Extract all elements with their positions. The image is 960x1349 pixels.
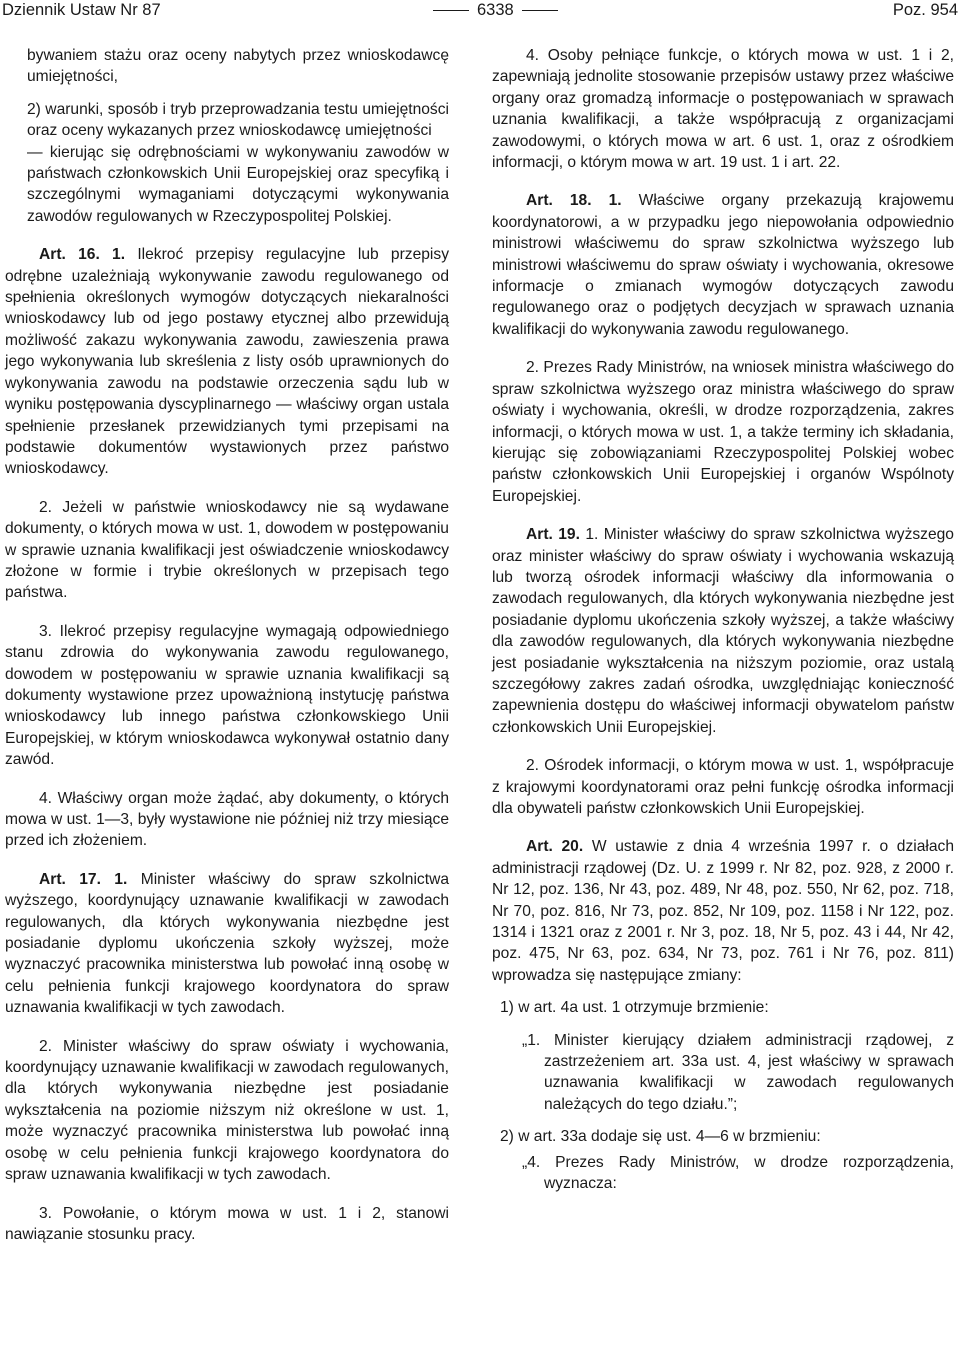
position-number: Poz. 954 <box>892 1 958 19</box>
article-20: Art. 20. W ustawie z dnia 4 września 1997 r. o działach administracji rządowej (Dz. U. z 1999 r. Nr 82, poz. 928, z 2000 r. Nr 12, poz. 136, Nr 43, poz. 489, Nr 48, poz. 550, Nr 62, poz. 718, Nr 70, poz. 816, Nr 73, poz. 852, Nr 109, poz. 1158 i Nr 122, poz. 1314 i 1321 oraz z 2001 r. Nr 3, poz. 18, Nr 5, poz. 43 i 44, Nr 42, poz. 475, Nr 63, poz. 634, Nr 73, poz. 761 i Nr 76, poz. 811) wprowadza się następujące zmiany: <box>492 838 954 984</box>
article-17-4: 4. Osoby pełniące funkcje, o których mowa w ust. 1 i 2, zapewniają jednolite stosowanie przepisów ustawy przez właściwe organy oraz gromadzą informacje o postępowaniach w sprawach uznania kwalifikacji, a także współpracują z organizacjami zawodowymi, o których mowa w art. 6 ust. 1, oraz z ośrodkiem informacji, o którym mowa w art. 19 ust. 1 i art. 22. <box>492 47 954 172</box>
article-18-2: 2. Prezes Rady Ministrów, na wniosek ministra właściwego do spraw szkolnictwa wyższego oraz ministra właściwego do spraw oświaty i wychowania, określi, w drodze rozporządzenia, zakres informacji, o których mowa w ust. 1, a także terminy ich składania, kierując się zobowiązaniami Rzeczypospolitej Polskiej wobec państw członkowskich Unii Europejskiej i organów Wspólnoty Europejskiej. <box>492 359 954 505</box>
article-17-2: 2. Minister właściwy do spraw oświaty i wychowania, koordynujący uznawanie kwalifikacji w zawodach regulowanych, dla których wykonywania niezbędne jest posiadanie wykształcenia na poziomie niższym niż określone w ust. 1, może wyznaczyć pracownika ministerstwa lub powołać inną osobę w celu pełnienia funkcji krajowego koordynatora do spraw uznawania kwalifikacji w tych zawodach. <box>5 1037 449 1184</box>
article-18-1: Art. 18. 1. Właściwe organy przekazują krajowemu koordynatorowi, a w przypadku jego niepowołania odpowiednio ministrowi właściwemu do spraw szkolnictwa wyższego lub ministrowi właściwemu do spraw oświaty i wychowania, okresowe informacje o zmianach wymogów dotyczących zawodu regulowanego oraz o podjętych decyzjach w sprawach uznania kwalifikacji do wykonywania zawodu regulowanego. <box>492 192 954 338</box>
article-19-1: Art. 19. 1. Minister właściwy do spraw szkolnictwa wyższego oraz minister właściwy do spraw oświaty i wychowania wskazują lub tworzą ośrodek informacji właściwy dla informowania o zawodach regulowanych, dla których wykonywania niezbędne jest posiadanie dyplomu ukończenia szkoły wyższej, a także właściwy dla zawodów regulowanych, dla których wykonywania niezbędne jest posiadanie wykształcenia na niższym poziomie, oraz ustalą szczegółowy zakres zadań ośrodka, uwzględniając konieczność zapewnienia dostępu do właściwej informacji obywatelom państw członkowskich Unii Europejskiej. <box>492 526 954 736</box>
right-column <box>492 45 954 1195</box>
article-16-2: 2. Jeżeli w państwie wnioskodawcy nie są wydawane dokumenty, o których mowa w ust. 1, dowodem w postępowaniu w sprawie uznania kwalifikacji jest oświadczenie wnioskodawcy złożone w formie i trybie określonych w przepisach tego państwa. <box>5 498 449 602</box>
article-17-1: Art. 17. 1. Minister właściwy do spraw szkolnictwa wyższego, koordynujący uznawanie kwalifikacji w zawodach regulowanych, dla których wykonywania niezbędne jest posiadanie dyplomu ukończenia szkoły wyższej, może wyznaczyć pracownika ministerstwa lub powołać inną osobę w celu pełnienia funkcji krajowego koordynatora do spraw uznawania kwalifikacji w tych zawodach. <box>5 870 449 1017</box>
page-number: 6338 <box>425 0 566 20</box>
article-16-3: 3. Ilekroć przepisy regulacyjne wymagają odpowiedniego stanu zdrowia do wykonywania zawodu regulowanego, dowodem w postępowaniu w sprawie uznania kwalifikacji są dokumenty wystawione przez upoważnioną instytucję państwa wnioskodawcy lub innego państwa członkowskiego Unii Europejskiej, w którym wnioskodawca wykonywał ostatnio dany zawód. <box>5 622 449 769</box>
article-label: Art. 17. 1. <box>39 870 128 888</box>
page-header <box>0 0 960 22</box>
article-19-2: 2. Ośrodek informacji, o którym mowa w ust. 1, współpracuje z krajowymi koordynatorami oraz pełni funkcję ośrodka informacji dla obywateli państw członkowskich Unii Europejskiej. <box>492 757 954 817</box>
journal-title: Dziennik Ustaw Nr 87 <box>2 1 161 19</box>
paragraph: bywaniem stażu oraz oceny nabytych przez wnioskodawcę umiejętności, <box>27 47 449 86</box>
list-item: 2) warunki, sposób i tryb przeprowadzania testu umiejętności oraz oceny wykazanych przez wnioskodawcę umiejętności <box>27 100 449 140</box>
article-16-1: Art. 16. 1. Ilekroć przepisy regulacyjne lub przepisy odrębne uzależniają wykonywanie zawodu regulowanego od spełnienia określonych wymogów dotyczących niekaralności wnioskodawcy lub od jego postawy etycznej albo przewidują możliwość zakazu wykonywania zawodu, zawieszenia prawa jego wykonywania lub skreślenia z listy osób uprawnionych do wykonywania zawodu na podstawie orzeczenia sądu lub w wyniku postępowania dyscyplinarnego — właściwy organ ustala spełnienie przesłanek przewidzianych tymi przepisami na podstawie dokumentów wystawionych przez państwo wnioskodawcy. <box>5 246 449 478</box>
article-17-3: 3. Powołanie, o którym mowa w ust. 1 i 2, stanowi nawiązanie stosunku pracy. <box>5 1204 449 1243</box>
amendment-item-2: 2) w art. 33a dodaje się ust. 4—6 w brzmieniu: <box>500 1128 821 1146</box>
quoted-provision: „4. Prezes Rady Ministrów, w drodze rozporządzenia, wyznacza: <box>522 1153 954 1193</box>
article-16-4: 4. Właściwy organ może żądać, aby dokumenty, o których mowa w ust. 1—3, były wystawione nie później niż trzy miesiące przed ich złożeniem. <box>5 789 449 850</box>
amendment-item-1: 1) w art. 4a ust. 1 otrzymuje brzmienie: <box>500 999 769 1017</box>
article-label: Art. 19. <box>526 526 580 544</box>
left-column <box>5 45 449 1245</box>
paragraph: — kierując się odrębnościami w wykonywaniu zawodów w państwach członkowskich Unii Europejskiej oraz specyfiką i szczególnymi wymaganiami dotyczącymi wykonywania zawodów regulowanych w Rzeczypospolitej Polskiej. <box>27 143 449 225</box>
article-label: Art. 20. <box>526 838 584 856</box>
quoted-provision: „1. Minister kierujący działem administracji rządowej, z zastrzeżeniem art. 33a ust. 4, jest właściwy w sprawach uznawania kwalifikacji w zawodach regulowanych należących do tego działu.”; <box>522 1031 954 1113</box>
article-label: Art. 16. 1. <box>39 246 126 264</box>
article-label: Art. 18. 1. <box>526 192 622 210</box>
